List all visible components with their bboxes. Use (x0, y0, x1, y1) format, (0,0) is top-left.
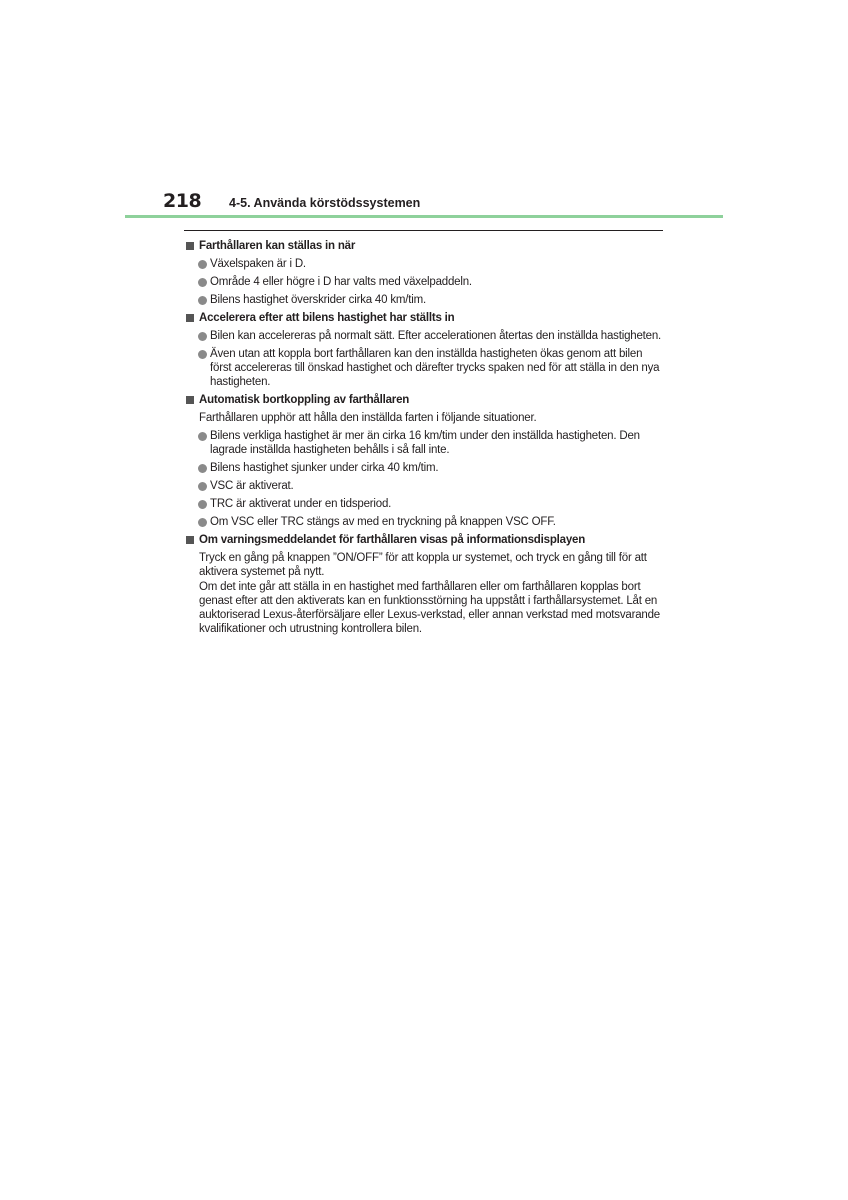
page-number: 218 (163, 190, 202, 212)
bullet-item (184, 275, 663, 289)
bullet-item (184, 497, 663, 511)
content-body (184, 230, 663, 636)
bullet-text: VSC är aktiverat. (210, 480, 294, 492)
bullet-text: Även utan att koppla bort farthållaren kan den inställda hastigheten ökas genom att bilen först accelereras till önskad hastighet och därefter trycks spaken ned för att ställa in den nya hastigheten. (210, 348, 660, 388)
bullet-item (184, 329, 663, 343)
bullet-item (184, 257, 663, 271)
section-heading (184, 533, 663, 547)
circle-bullet-icon (198, 296, 207, 305)
section-heading (184, 393, 663, 407)
bullet-text: Bilen kan accelereras på normalt sätt. Efter accelerationen återtas den inställda hastigheten. (210, 330, 662, 342)
bullet-item (184, 429, 663, 457)
circle-bullet-icon (198, 350, 207, 359)
paragraph: Om det inte går att ställa in en hastighet med farthållaren eller om farthållaren kopplas bort genast efter att den aktiverats kan en funktionsstörning ha uppstått i farthållarsystemet. Låt en auktoriserad Lexus-återförsäljare eller Lexus-verkstad, eller annan verkstad med motsvarande kvalifikationer och utrustning kontrollera bilen. (199, 581, 661, 635)
section-heading (184, 239, 663, 253)
bullet-text: Område 4 eller högre i D har valts med växelpaddeln. (210, 276, 472, 288)
circle-bullet-icon (198, 278, 207, 287)
paragraph: Tryck en gång på knappen ”ON/OFF” för att koppla ur systemet, och tryck en gång till för att aktivera systemet på nytt. (199, 552, 647, 578)
header-divider (125, 215, 723, 218)
section-intro: Farthållaren upphör att hålla den inställda farten i följande situationer. (199, 412, 537, 424)
square-bullet-icon (186, 396, 194, 404)
bullet-item (184, 461, 663, 475)
bullet-item (184, 347, 663, 389)
circle-bullet-icon (198, 482, 207, 491)
square-bullet-icon (186, 536, 194, 544)
section-heading-text: Farthållaren kan ställas in när (199, 240, 356, 252)
bullet-text: Om VSC eller TRC stängs av med en tryckning på knappen VSC OFF. (210, 516, 556, 528)
bullet-item (184, 479, 663, 493)
bullet-text: Bilens verkliga hastighet är mer än cirka 16 km/tim under den inställda hastigheten. Den lagrade inställda hastigheten behålls i så fall inte. (210, 430, 640, 456)
bullet-text: Växelspaken är i D. (210, 258, 306, 270)
section-title: 4-5. Använda körstödssystemen (229, 196, 421, 210)
circle-bullet-icon (198, 500, 207, 509)
circle-bullet-icon (198, 260, 207, 269)
page-header (163, 190, 723, 218)
bullet-item (184, 515, 663, 529)
circle-bullet-icon (198, 518, 207, 527)
circle-bullet-icon (198, 432, 207, 441)
square-bullet-icon (186, 242, 194, 250)
circle-bullet-icon (198, 332, 207, 341)
bullet-text: Bilens hastighet överskrider cirka 40 km/tim. (210, 294, 426, 306)
circle-bullet-icon (198, 464, 207, 473)
bullet-text: TRC är aktiverat under en tidsperiod. (210, 498, 392, 510)
bullet-item (184, 293, 663, 307)
section-heading-text: Automatisk bortkoppling av farthållaren (199, 394, 410, 406)
square-bullet-icon (186, 314, 194, 322)
section-heading-text: Accelerera efter att bilens hastighet har ställts in (199, 312, 455, 324)
section-heading-text: Om varningsmeddelandet för farthållaren visas på informationsdisplayen (199, 534, 586, 546)
section-heading (184, 311, 663, 325)
bullet-text: Bilens hastighet sjunker under cirka 40 km/tim. (210, 462, 439, 474)
